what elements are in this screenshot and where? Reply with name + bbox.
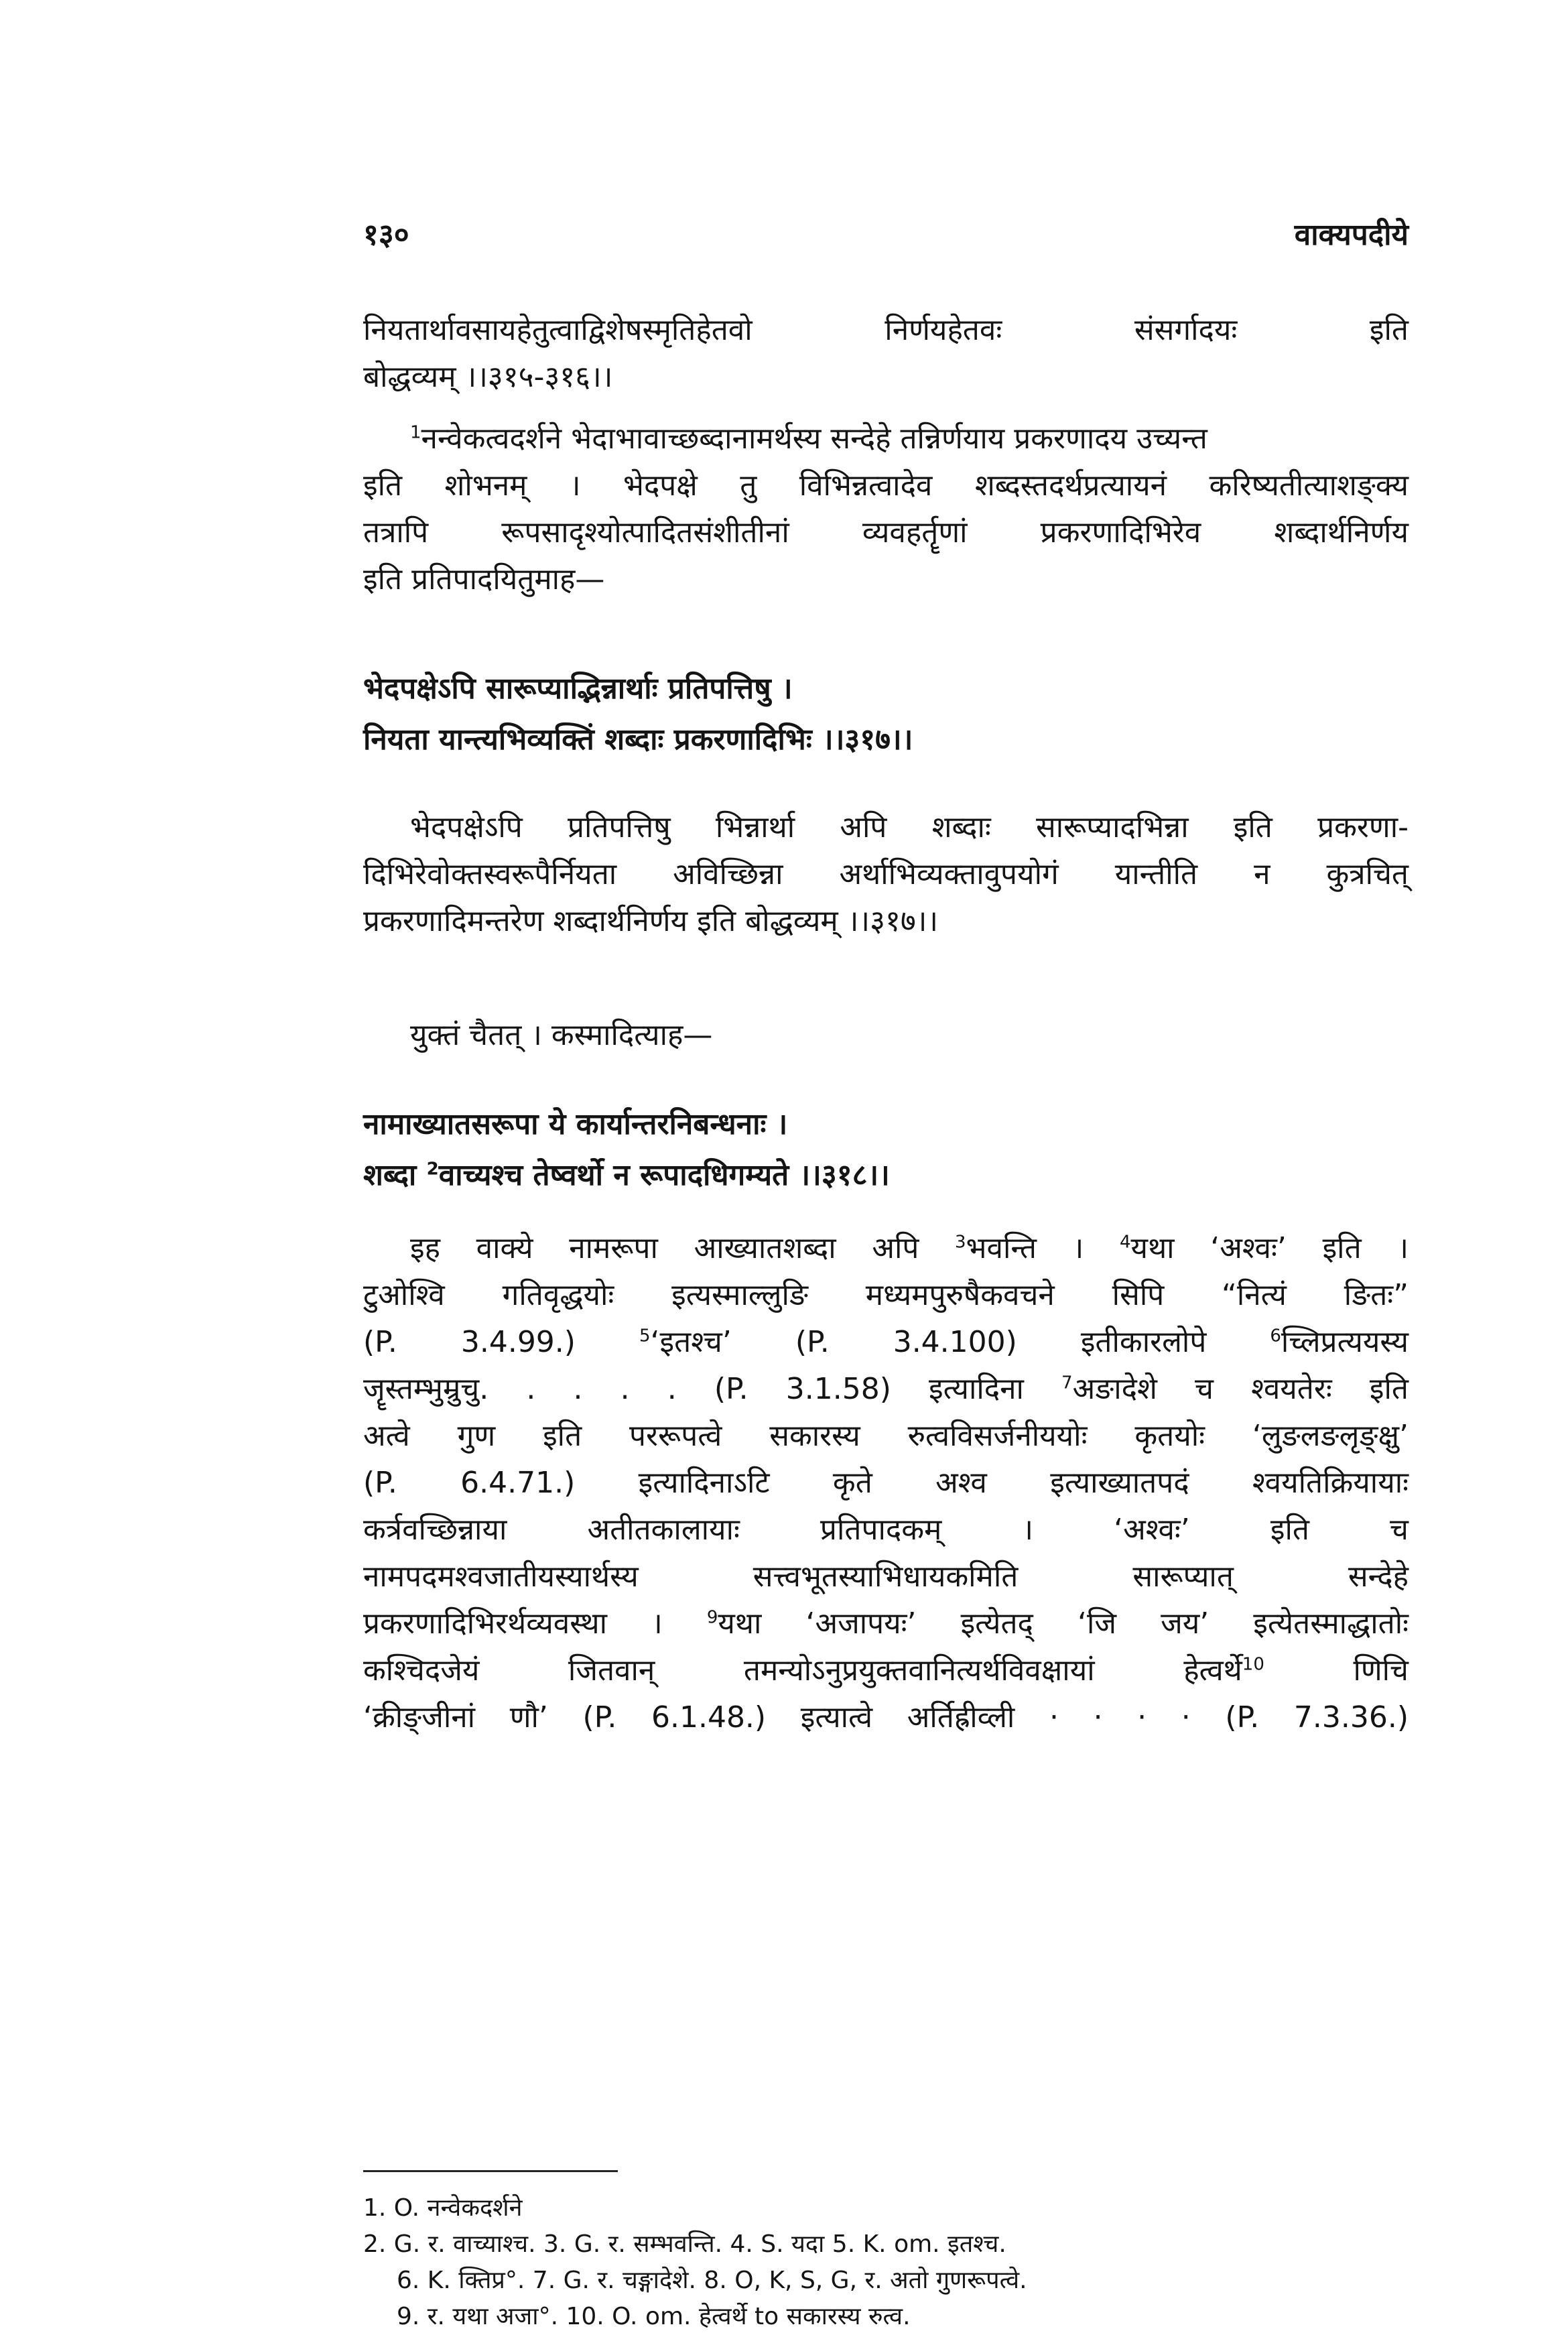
text-run: च्लिप्रत्ययस्य <box>1281 1325 1409 1359</box>
text-line <box>363 1319 1409 1366</box>
text-line: बोद्धव्यम् ।।३१५-३१६।। <box>363 360 613 394</box>
verse-line <box>363 1150 1409 1201</box>
running-title: वाक्यपदीये <box>1294 218 1409 252</box>
commentary-paragraph-1 <box>363 307 1409 401</box>
text-run: णिचि <box>1264 1653 1409 1688</box>
footnote-marker: 5 <box>639 1326 651 1346</box>
text-run: इह वाक्ये नामरूपा आख्यातशब्दा अपि <box>410 1231 955 1265</box>
verse-run: शब्दा <box>363 1158 427 1192</box>
text-line: भेदपक्षेऽपि प्रतिपत्तिषु भिन्नार्था अपि शब्दाः सारूप्यादभिन्ना इति प्रकरणा- <box>410 810 1409 844</box>
footnote-separator <box>363 2170 618 2172</box>
footnote-line: 6. K. क्तिप्र°. 7. G. र. चङ्गादेशे. 8. O, K, S, G, र. अतो गुणरूपत्वे. <box>397 2267 1027 2294</box>
text-line: नामपदमश्वजातीयस्यार्थस्य सत्त्वभूतस्याभिधायकमिति सारूप्यात् सन्देहे <box>363 1560 1409 1594</box>
running-head <box>363 213 1409 260</box>
text-line: प्रकरणादिमन्तरेण शब्दार्थनिर्णय इति बोद्धव्यम् ।।३१७।। <box>363 904 939 938</box>
footnote-marker: 7 <box>1061 1373 1073 1393</box>
footnote-marker: 2 <box>426 1159 439 1180</box>
commentary-paragraph-2 <box>363 416 1409 603</box>
footnote-marker: 4 <box>1120 1232 1131 1253</box>
verse-run: वाच्यश्च तेष्वर्थो न रूपादधिगम्यते ।।३१८।। <box>438 1158 890 1192</box>
verse-line: नामाख्यातसरूपा ये कार्यान्तरनिबन्धनाः । <box>363 1107 788 1141</box>
footnote-marker: 1 <box>410 422 421 443</box>
text-line: ‘क्रीङ्जीनां णौ’ (P. 6.1.48.) इत्यात्वे अर्तिह्रीव्ली · · · · (P. 7.3.36.) <box>363 1700 1409 1734</box>
karika-317 <box>363 664 1409 765</box>
commentary-paragraph-3 <box>363 804 1409 945</box>
verse-line: नियता यान्त्यभिव्यक्तिं शब्दाः प्रकरणादिभिः ।।३१७।। <box>363 722 913 757</box>
text-run: यथा ‘अजापयः’ इत्येतद् ‘जि जय’ इत्येतस्माद्धातोः <box>718 1606 1409 1641</box>
text-line: कर्त्रवच्छिन्नाया अतीतकालायाः प्रतिपादकम् । ‘अश्वः’ इति च <box>363 1513 1409 1547</box>
footnote-marker: 10 <box>1242 1654 1264 1675</box>
text-line: (P. 6.4.71.) इत्यादिनाऽटि कृते अश्व इत्याख्यातपदं श्वयतिक्रियायाः <box>363 1466 1409 1500</box>
footnote-line: 1. O. नन्वेकदर्शने <box>363 2194 523 2222</box>
text-line: युक्तं चैतत् । कस्मादित्याह— <box>410 1018 713 1052</box>
text-line <box>363 1366 1409 1413</box>
footnote-line: 9. र. यथा अजा°. 10. O. om. हेत्वर्थे to सकारस्य रुत्व. <box>397 2303 911 2330</box>
footnote-line: 2. G. र. वाच्याश्च. 3. G. र. सम्भवन्ति. 4. S. यदा 5. K. om. इतश्च. <box>363 2230 1006 2258</box>
text-line: दिभिरेवोक्तस्वरूपैर्नियता अविच्छिन्ना अर्थाभिव्यक्तावुपयोगं यान्तीति न कुत्रचित् <box>363 857 1409 891</box>
text-run: कश्चिदजेयं जितवान् तमन्योऽनुप्रयुक्तवानित्यर्थविवक्षायां हेत्वर्थे <box>363 1653 1242 1688</box>
commentary-paragraph-4 <box>363 1012 1409 1059</box>
text-run: (P. 3.4.99.) <box>363 1325 639 1359</box>
text-run: ‘इतश्च’ (P. 3.4.100) इतीकारलोपे <box>650 1325 1270 1359</box>
footnotes <box>363 2190 1409 2335</box>
text-line <box>363 416 1409 462</box>
page-number: १३० <box>363 218 409 252</box>
verse-line: भेदपक्षेऽपि सारूप्याद्भिन्नार्थाः प्रतिपत्तिषु । <box>363 672 793 706</box>
text-line: नियतार्थावसायहेतुत्वाद्विशेषस्मृतिहेतवो निर्णयहेतवः संसर्गादयः इति <box>363 313 1409 347</box>
text-line <box>363 1647 1409 1694</box>
karika-318 <box>363 1099 1409 1201</box>
text-run: जॄस्तम्भुम्रुचु. . . . . (P. 3.1.58) इत्यादिना <box>363 1372 1062 1406</box>
text-line: टुओश्वि गतिवृद्धयोः इत्यस्माल्लुङि मध्यमपुरुषैकवचने सिपि “नित्यं ङितः” <box>363 1278 1409 1312</box>
commentary-paragraph-5 <box>363 1225 1409 1741</box>
text-line <box>363 1225 1409 1272</box>
text-run: नन्वेकत्वदर्शने भेदाभावाच्छब्दानामर्थस्य सन्देहे तन्निर्णयाय प्रकरणादय उच्यन्त <box>421 422 1207 456</box>
text-line: इति प्रतिपादयितुमाह— <box>363 562 605 596</box>
footnote-marker: 3 <box>955 1232 966 1253</box>
footnote-marker: 9 <box>706 1607 718 1628</box>
text-run: यथा ‘अश्वः’ इति । <box>1130 1231 1409 1265</box>
text-line: तत्रापि रूपसादृश्योत्पादितसंशीतीनां व्यवहर्तॄणां प्रकरणादिभिरेव शब्दार्थनिर्णय <box>363 515 1409 550</box>
text-run: अङादेशे च श्वयतेरः इति <box>1072 1372 1409 1406</box>
text-run: भवन्ति । <box>966 1231 1120 1265</box>
text-run: प्रकरणादिभिरर्थव्यवस्था । <box>363 1606 707 1641</box>
text-line: अत्वे गुण इति पररूपत्वे सकारस्य रुत्वविसर्जनीययोः कृतयोः ‘लुङलङलृङ्क्षु’ <box>363 1419 1409 1453</box>
text-line: इति शोभनम् । भेदपक्षे तु विभिन्नत्वादेव शब्दस्तदर्थप्रत्यायनं करिष्यतीत्याशङ्क्य <box>363 468 1409 503</box>
footnote-marker: 6 <box>1270 1326 1281 1346</box>
text-line <box>363 1600 1409 1647</box>
